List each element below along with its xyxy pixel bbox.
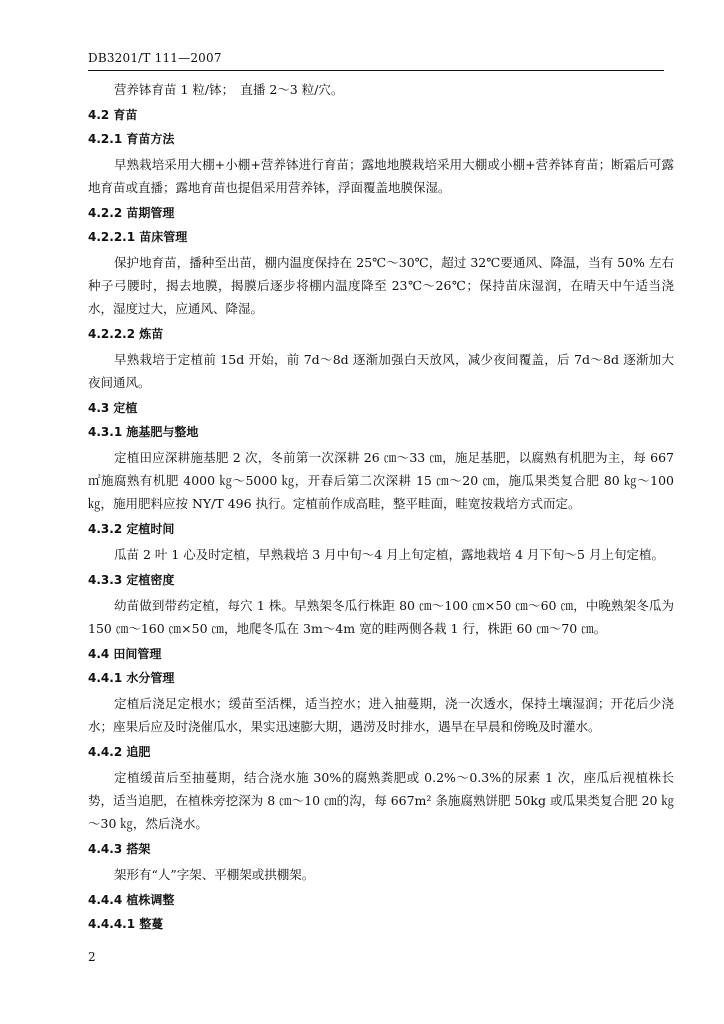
document-body: [88, 78, 674, 938]
paragraph: 架形有“人”字架、平棚架或拱棚架。: [114, 867, 315, 882]
section-heading: 4.2.2 苗期管理: [88, 206, 175, 220]
section-heading: 4.4.4.1 整蔓: [88, 917, 164, 931]
page-number: 2: [88, 950, 96, 964]
paragraph: 定植缓苗后至抽蔓期，结合浇水施 30%的腐熟粪肥或 0.2%～0.3%的尿素 1 次，座瓜后视植株长势，适当追肥，在植株旁挖深为 8 ㎝～10 ㎝的沟，每 667m² 条施腐熟饼肥 50kg 或瓜果类复合肥 20 ㎏～30 ㎏，然后浇水。: [88, 770, 674, 831]
section-heading: 4.3.2 定植时间: [88, 522, 175, 536]
section-heading: 4.3.3 定植密度: [88, 573, 175, 587]
paragraph: 幼苗做到带药定植，每穴 1 株。早熟架冬瓜行株距 80 ㎝～100 ㎝×50 ㎝～60 ㎝，中晚熟架冬瓜为 150 ㎝～160 ㎝×50 ㎝，地爬冬瓜在 3m～4m 宽的畦两侧各栽 1 行，株距 60 ㎝～70 ㎝。: [88, 598, 674, 636]
section-heading: 4.4.2 追肥: [88, 745, 151, 759]
paragraph: 早熟栽培于定植前 15d 开始，前 7d～8d 逐渐加强白天放风，减少夜间覆盖，后 7d～8d 逐渐加大夜间通风。: [88, 352, 674, 390]
section-heading: 4.2.1 育苗方法: [88, 132, 175, 146]
section-heading: 4.2 育苗: [88, 108, 138, 122]
paragraph: 保护地育苗，播种至出苗，棚内温度保持在 25℃～30℃，超过 32℃要通风、降温，当有 50% 左右种子弓腰时，揭去地膜，揭膜后逐步将棚内温度降至 23℃～26℃；保持苗床湿润，在晴天中午适当浇水，湿度过大，应通风、降湿。: [88, 255, 674, 316]
section-heading: 4.4.4 植株调整: [88, 893, 175, 907]
section-heading: 4.4.1 水分管理: [88, 671, 175, 685]
document-header-id: DB3201/T 111—2007: [88, 51, 222, 65]
section-heading: 4.3.1 施基肥与整地: [88, 425, 199, 439]
section-heading: 4.2.2.1 苗床管理: [88, 230, 188, 244]
paragraph: 定植后浇足定根水；缓苗至活棵，适当控水；进入抽蔓期，浇一次透水，保持土壤湿润；开花后少浇水；座果后应及时浇催瓜水，果实迅速膨大期，遇涝及时排水，遇旱在早晨和傍晚及时灌水。: [88, 696, 674, 734]
paragraph: 早熟栽培采用大棚+小棚+营养钵进行育苗；露地地膜栽培采用大棚或小棚+营养钵育苗；断霜后可露地育苗或直播；露地育苗也提倡采用营养钵，浮面覆盖地膜保湿。: [88, 157, 674, 195]
section-heading: 4.3 定植: [88, 401, 138, 415]
paragraph: 定植田应深耕施基肥 2 次，冬前第一次深耕 26 ㎝～33 ㎝，施足基肥，以腐熟有机肥为主，每 667 ㎡施腐熟有机肥 4000 ㎏～5000 ㎏，开春后第二次深耕 15 ㎝～20 ㎝，施瓜果类复合肥 80 ㎏～100 ㎏，施用肥料应按 NY/T 496 执行。定植前作成高畦，整平畦面，畦宽按栽培方式而定。: [88, 450, 674, 511]
section-heading: 4.2.2.2 炼苗: [88, 327, 164, 341]
paragraph: 营养钵育苗 1 粒/钵； 直播 2～3 粒/穴。: [114, 82, 344, 97]
section-heading: 4.4 田间管理: [88, 647, 162, 661]
paragraph: 瓜苗 2 叶 1 心及时定植，早熟栽培 3 月中旬～4 月上旬定植，露地栽培 4 月下旬～5 月上旬定植。: [114, 547, 664, 562]
header-rule: [88, 70, 664, 71]
section-heading: 4.4.3 搭架: [88, 842, 151, 856]
